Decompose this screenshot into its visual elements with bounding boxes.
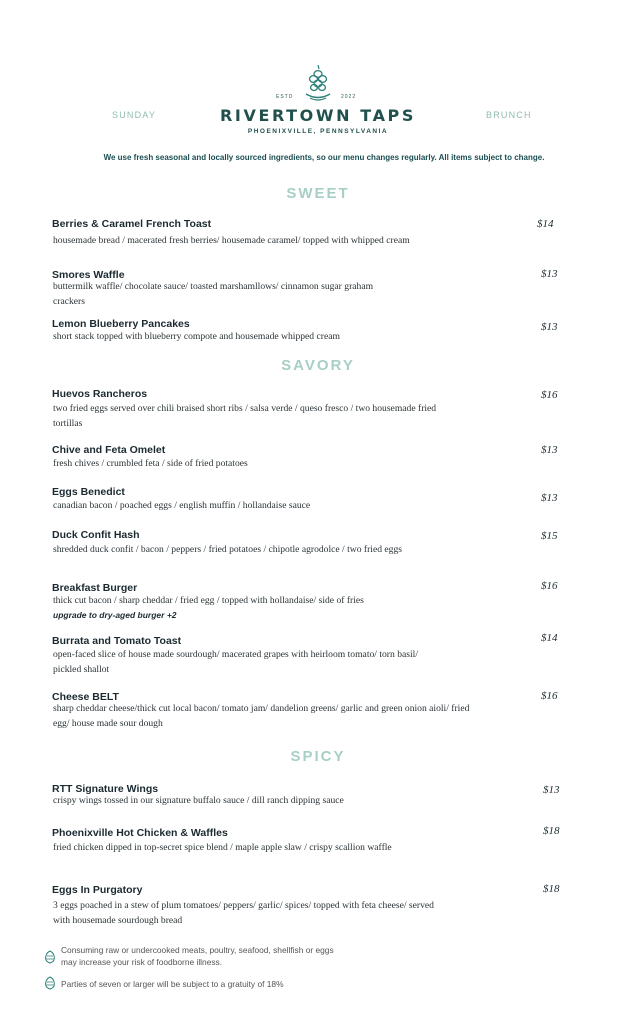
item-description: housemade bread / macerated fresh berries/ housemade caramel/ topped with whipped cream bbox=[53, 235, 410, 246]
item-name: Huevos Rancheros bbox=[52, 388, 148, 400]
hop-icon bbox=[44, 950, 56, 964]
item-price: $14 bbox=[541, 632, 558, 644]
section-sweet: SWEET bbox=[286, 185, 350, 202]
item-description: buttermilk waffle/ chocolate sauce/ toasted marshamllows/ cinnamon sugar graham crackers bbox=[53, 281, 374, 307]
section-spicy: SPICY bbox=[290, 748, 346, 765]
item-name: Phoenixville Hot Chicken & Waffles bbox=[52, 827, 228, 839]
hop-icon bbox=[44, 976, 56, 990]
item-price: $13 bbox=[541, 492, 558, 504]
item-upgrade-note: upgrade to dry-aged burger +2 bbox=[53, 610, 177, 620]
item-name: Eggs Benedict bbox=[52, 486, 125, 498]
item-price: $16 bbox=[541, 389, 558, 401]
item-price: $16 bbox=[541, 690, 558, 702]
hop-icon bbox=[298, 63, 338, 107]
item-name: RTT Signature Wings bbox=[52, 783, 159, 795]
item-price: $15 bbox=[541, 530, 558, 542]
item-name: Breakfast Burger bbox=[52, 582, 138, 594]
item-name: Eggs In Purgatory bbox=[52, 884, 143, 896]
item-price: $14 bbox=[537, 218, 554, 230]
item-name: Burrata and Tomato Toast bbox=[52, 635, 182, 647]
menu-note: We use fresh seasonal and locally sourced ingredients, so our menu changes regularly. All items subject to change. bbox=[103, 153, 545, 162]
food-safety-warning: Consuming raw or undercooked meats, poultry, seafood, shellfish or eggs may increase your risk of foodborne illness. bbox=[61, 945, 334, 967]
item-description: short stack topped with blueberry compote and housemade whipped cream bbox=[53, 331, 340, 342]
item-price: $18 bbox=[543, 825, 560, 837]
estd-year: 2022 bbox=[341, 94, 357, 100]
item-description: fried chicken dipped in top-secret spice blend / maple apple slaw / crispy scallion waffle bbox=[53, 842, 392, 853]
item-name: Chive and Feta Omelet bbox=[52, 444, 166, 456]
brunch-label: BRUNCH bbox=[486, 110, 532, 120]
item-description: shredded duck confit / bacon / peppers / fried potatoes / chipotle agrodolce / two fried eggs bbox=[53, 544, 402, 555]
item-description: thick cut bacon / sharp cheddar / fried egg / topped with hollandaise/ side of fries bbox=[53, 595, 364, 606]
sunday-label: SUNDAY bbox=[112, 110, 157, 120]
brand-location: PHOENIXVILLE, PENNSYLVANIA bbox=[247, 128, 389, 135]
item-price: $16 bbox=[541, 580, 558, 592]
item-name: Smores Waffle bbox=[52, 269, 125, 281]
estd-label: ESTD bbox=[276, 94, 294, 100]
item-price: $13 bbox=[543, 784, 560, 796]
item-description: fresh chives / crumbled feta / side of fried potatoes bbox=[53, 458, 248, 469]
brand-title: RIVERTOWN TAPS bbox=[219, 106, 417, 125]
item-description: open-faced slice of house made sourdough/ macerated grapes with heirloom tomato/ torn basil/ pickled shallot bbox=[53, 649, 418, 675]
item-name: Berries & Caramel French Toast bbox=[52, 218, 212, 230]
item-price: $13 bbox=[541, 321, 558, 333]
gratuity-note: Parties of seven or larger will be subject to a gratuity of 18% bbox=[61, 979, 284, 989]
item-description: crispy wings tossed in our signature buffalo sauce / dill ranch dipping sauce bbox=[53, 795, 344, 806]
item-description: 3 eggs poached in a stew of plum tomatoes/ peppers/ garlic/ spices/ topped with feta cheese/ served with housemade sourdough bread bbox=[53, 900, 434, 926]
item-description: canadian bacon / poached eggs / english muffin / hollandaise sauce bbox=[53, 500, 311, 511]
item-price: $18 bbox=[543, 883, 560, 895]
item-description: sharp cheddar cheese/thick cut local bacon/ tomato jam/ dandelion greens/ garlic and green onion aioli/ fried egg/ house made sour dough bbox=[53, 703, 470, 729]
item-description: two fried eggs served over chili braised short ribs / salsa verde / queso fresco / two housemade fried tortillas bbox=[53, 403, 437, 429]
item-price: $13 bbox=[541, 268, 558, 280]
item-name: Duck Confit Hash bbox=[52, 529, 140, 541]
item-price: $13 bbox=[541, 444, 558, 456]
item-name: Cheese BELT bbox=[52, 691, 119, 703]
section-savory: SAVORY bbox=[281, 357, 355, 374]
item-name: Lemon Blueberry Pancakes bbox=[52, 318, 190, 330]
